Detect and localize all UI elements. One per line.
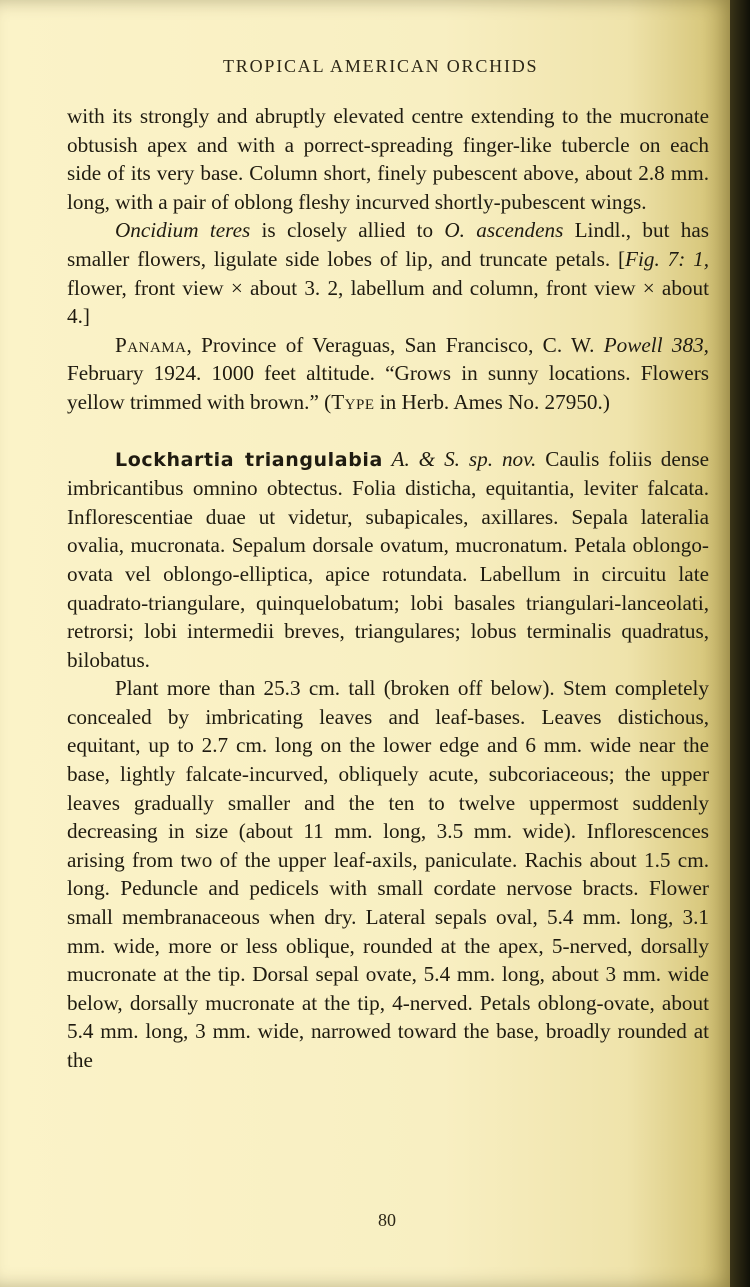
section-spacer	[67, 417, 709, 445]
species-name: Oncidium teres	[115, 218, 251, 243]
type-label: Type	[331, 389, 375, 414]
latin-diagnosis: Caulis foliis dense imbricantibus omnino obtectus. Folia disticha, equitantia, leviter falcata. Inflorescentiae duae ut videtur, subapicales, axillares. Sepala lateralia ovalia, mucronata. Sepalum dorsale ovatum, mucronatum. Petala oblongo-ovata vel oblongo-elliptica, apice rotundata. Labellum in circuitu late quadrato-triangulare, quinquelobatum; lobi basales triangulari-lanceolati, retrorsi; lobi intermedii breves, triangulares; lobus terminalis quadratus, bilobatus.	[67, 446, 709, 672]
running-head: TROPICAL AMERICAN ORCHIDS	[223, 56, 539, 76]
specimen-citation	[67, 331, 709, 417]
allied-species-name: O. ascendens	[444, 218, 564, 243]
discussion-text-1: is closely allied to	[250, 218, 445, 243]
description-continuation: with its strongly and abruptly elevated centre extending to the mucronate obtusish apex and with a porrect-spreading finger-like tubercle on each side of its very base. Column short, finely pubescent above, about 2.8 mm. long, with a pair of oblong fleshy incurved shortly-pubescent wings.	[67, 104, 709, 214]
figure-reference: Fig. 7: 1,	[625, 246, 709, 271]
collector-number: Powell 383,	[603, 332, 709, 357]
discussion-text-3: flower, front view × about 3. 2, labellum and column, front view × about 4.]	[67, 275, 709, 329]
specimen-text-1: , Province of Veraguas, San Francisco, C. W.	[186, 332, 604, 357]
discussion-text-2: Lindl., but has smaller flowers, ligulate side lobes of lip, and truncate petals. [	[67, 218, 709, 271]
latin-diagnosis-paragraph	[67, 445, 709, 675]
species-authority: A. & S. sp. nov.	[382, 446, 537, 471]
country-name: Panama	[115, 332, 187, 357]
specimen-text-2: February 1924. 1000 feet altitude. “Grows in sunny locations. Flowers yellow trimmed with brown.” (	[67, 361, 709, 414]
page-body	[67, 102, 709, 1075]
page-number: 80	[378, 1210, 396, 1230]
english-description: Plant more than 25.3 cm. tall (broken off below). Stem completely concealed by imbricating leaves and leaf-bases. Leaves distichous, equitant, up to 2.7 cm. long on the lower edge and 6 mm. wide near the base, lightly falcate-incurved, obliquely acute, subcoriaceous; the upper leaves gradually smaller and the ten to twelve uppermost suddenly decreasing in size (about 11 mm. long, 3.5 mm. wide). Inflorescences arising from two of the upper leaf-axils, paniculate. Rachis about 1.5 cm. long. Peduncle and pedicels with small cordate nervose bracts. Flower small membranaceous when dry. Lateral sepals oval, 5.4 mm. long, 3.1 mm. wide, more or less oblique, rounded at the apex, 5-nerved, dorsally mucronate at the tip. Dorsal sepal ovate, 5.4 mm. long, about 3 mm. wide below, dorsally mucronate at the tip, 4-nerved. Petals oblong-ovate, about 5.4 mm. long, 3 mm. wide, narrowed toward the base, broadly rounded at the	[67, 676, 709, 1072]
new-species-name: Lockhartia triangulabia	[115, 448, 383, 471]
discussion-paragraph	[67, 216, 709, 330]
book-gutter-shadow	[730, 0, 750, 1287]
specimen-text-3: in Herb. Ames No. 27950.)	[374, 389, 610, 414]
